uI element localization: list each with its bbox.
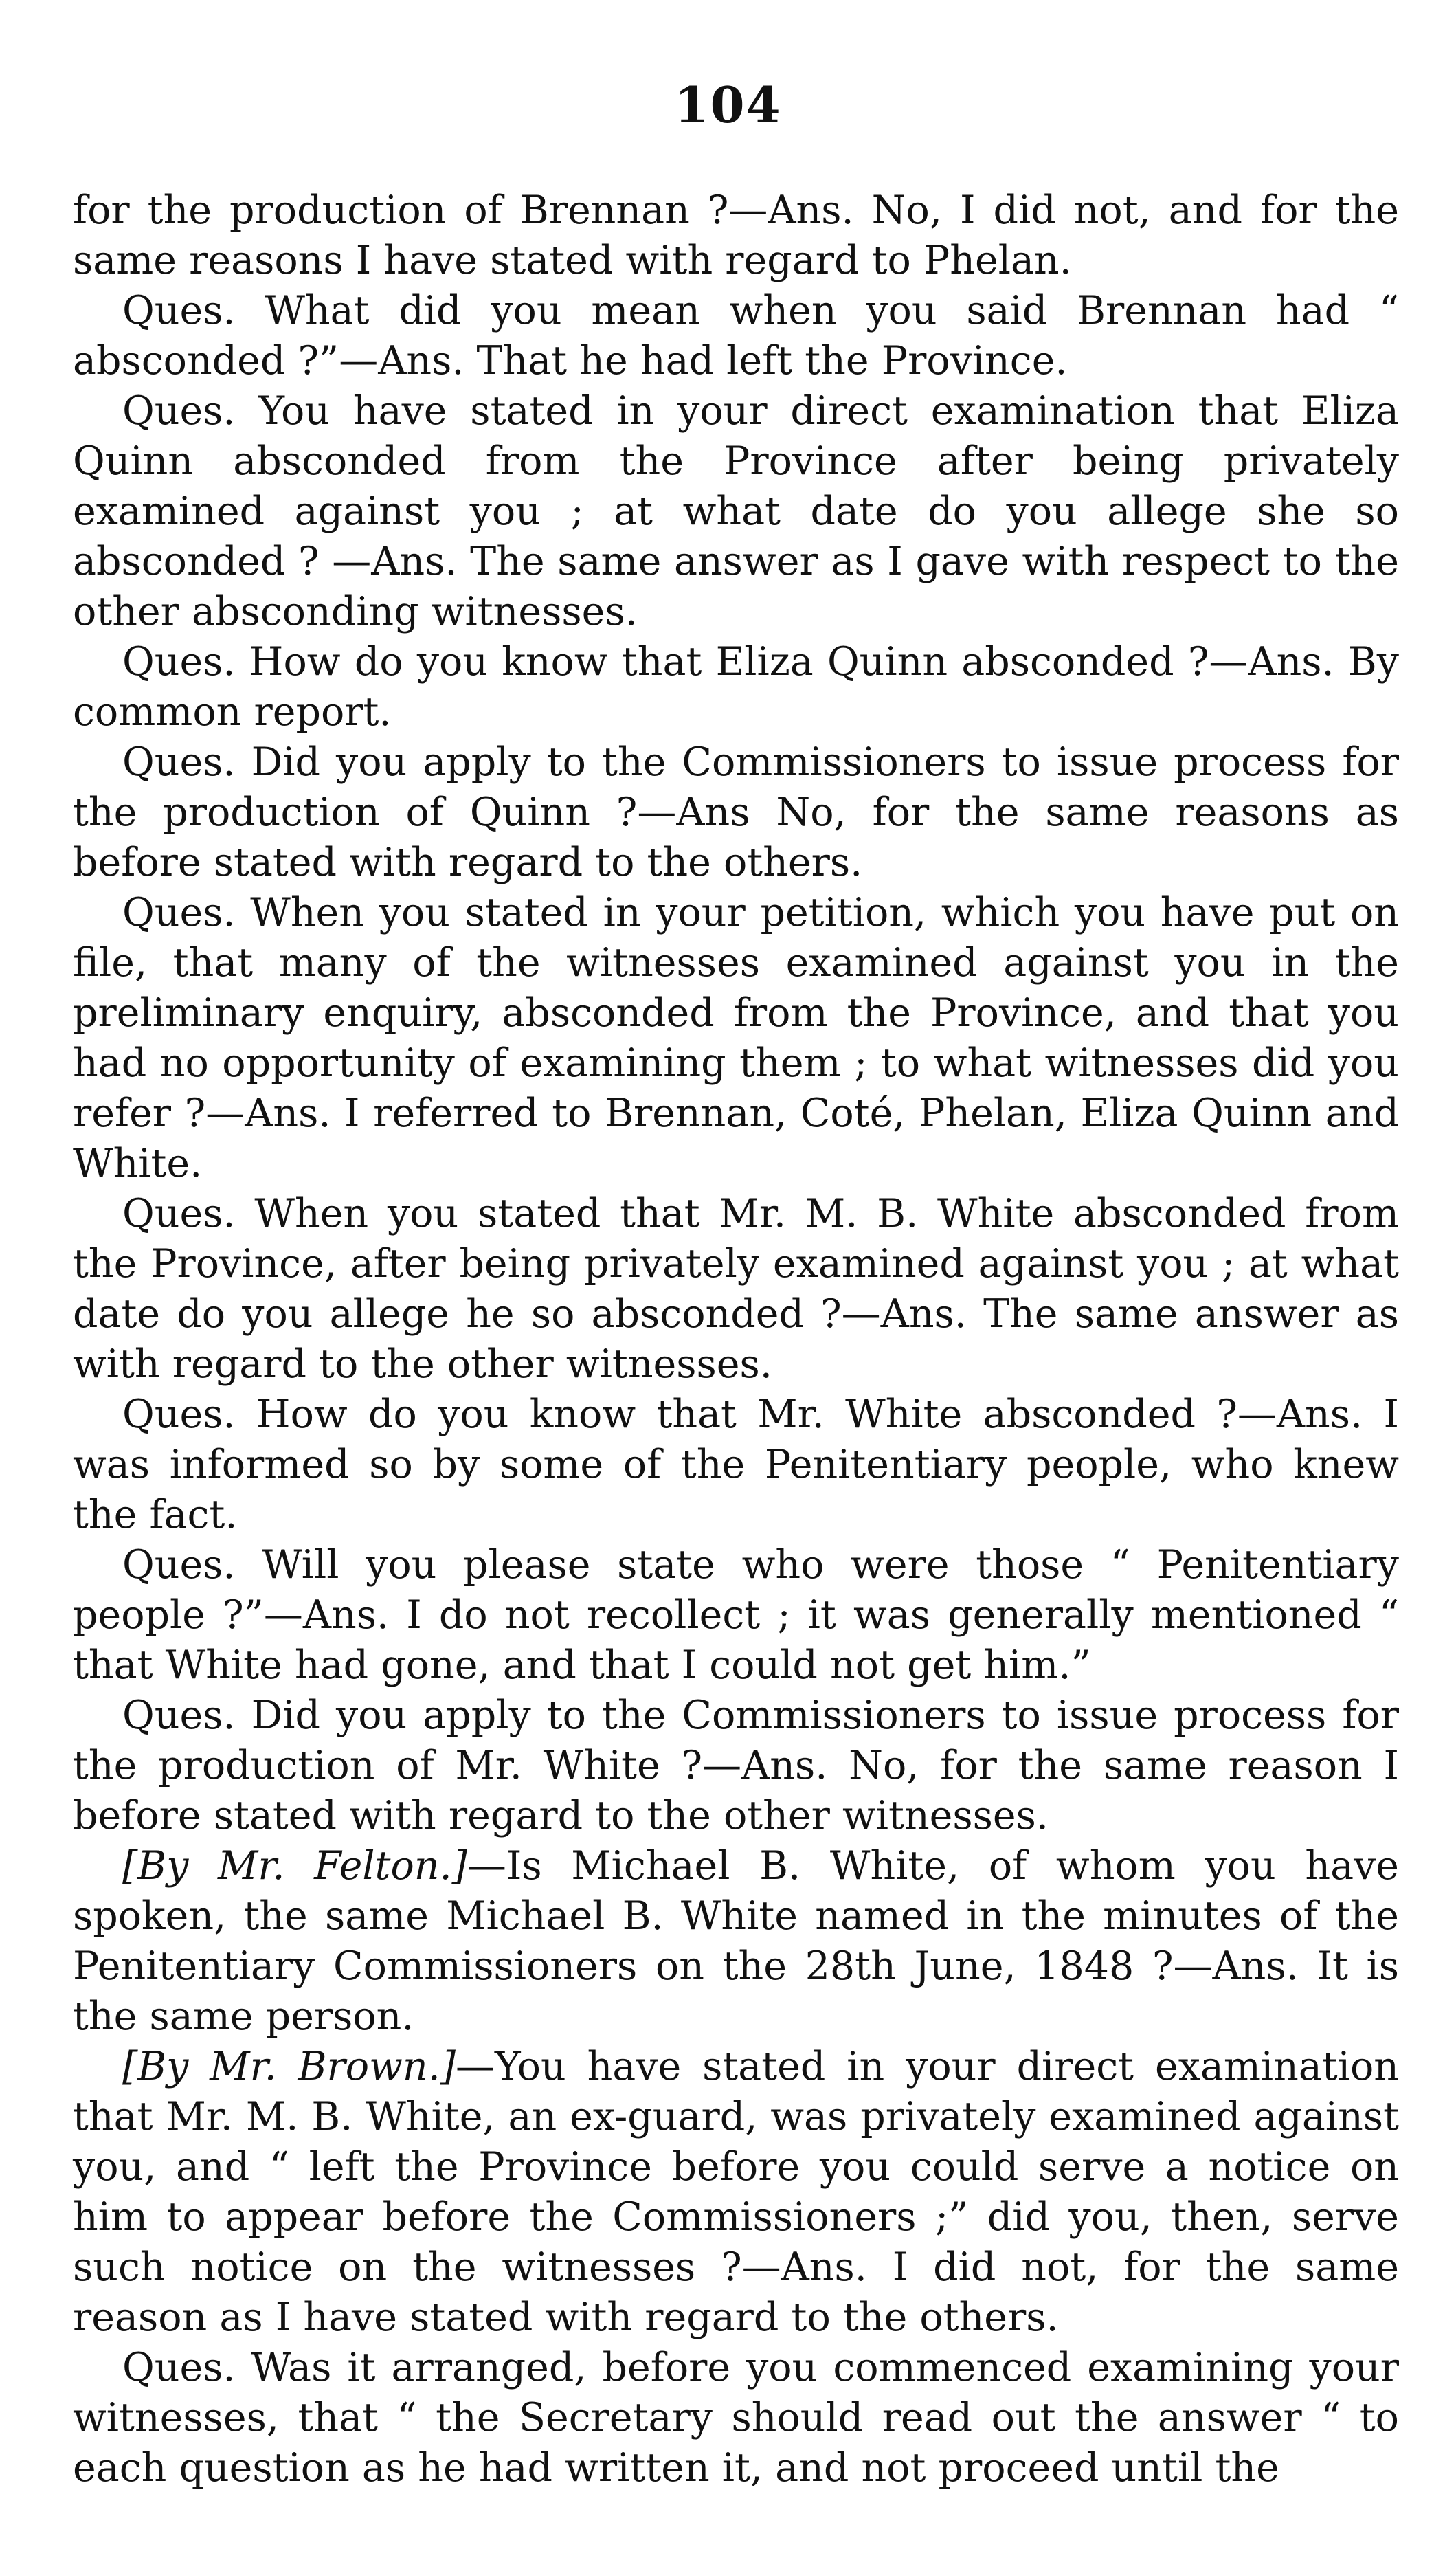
paragraph [73,637,1399,737]
paragraph-text: —Is Michael B. White, of whom you have spoken, the same Michael B. White named in the minutes of the Penitentiary Commissioners on the 28th June, 1848 ?—Ans. It is the same person. [73,1843,1400,2039]
page-number: 104 [674,76,782,134]
paragraph [73,386,1399,637]
paragraph [73,286,1399,386]
paragraph [73,1540,1399,1691]
body-text [73,186,1399,2493]
paragraph-text: Ques. Did you apply to the Commissioners to issue process for the production of Quinn ?—Ans No, for the same reasons as before stated with regard to the others. [73,739,1399,885]
paragraph [73,1189,1399,1390]
paragraph-text: for the production of Brennan ?—Ans. No, I did not, and for the same reasons I have stated with regard to Phelan. [73,188,1399,283]
paragraph [73,1390,1399,1540]
paragraph-text: Ques. You have stated in your direct examination that Eliza Quinn absconded from the Province after being privately examined against you ; at what date do you allege she so absconded ? —Ans. The same answer as I gave with respect to the other absconding witnesses. [73,388,1399,634]
paragraph [73,2343,1399,2493]
paragraph-text: Ques. Was it arranged, before you commenced examining your witnesses, that “ the Secretary should read out the answer “ to each question as he had written it, and not proceed until the [73,2345,1399,2491]
paragraph-text: Ques. When you stated that Mr. M. B. White absconded from the Province, after being privately examined against you ; at what date do you allege he so absconded ?—Ans. The same answer as with regard to the other witnesses. [73,1191,1399,1387]
paragraph [73,1691,1399,1841]
speaker-label: [By Mr. Brown.] [122,2044,456,2089]
paragraph-text: Ques. What did you mean when you said Brennan had “ absconded ?”—Ans. That he had left the Province. [73,288,1399,383]
paragraph-text: Ques. How do you know that Eliza Quinn absconded ?—Ans. By common report. [73,639,1399,735]
paragraph-text: —You have stated in your direct examination that Mr. M. B. White, an ex-guard, was privately examined against you, and “ left the Province before you could serve a notice on him to appear before the Commissioners ;” did you, then, serve such notice on the witnesses ?—Ans. I did not, for the same reason as I have stated with regard to the others. [73,2044,1400,2340]
paragraph-text: Ques. When you stated in your petition, which you have put on file, that many of the witnesses examined against you in the preliminary enquiry, absconded from the Province, and that you had no opportunity of examining them ; to what witnesses did you refer ?—Ans. I referred to Brennan, Coté, Phelan, Eliza Quinn and White. [73,890,1399,1186]
paragraph-text: Ques. How do you know that Mr. White absconded ?—Ans. I was informed so by some of the Penitentiary people, who knew the fact. [73,1392,1399,1537]
paragraph [73,2042,1399,2343]
paragraph [73,186,1399,286]
paragraph-text: Ques. Will you please state who were those “ Penitentiary people ?”—Ans. I do not recollect ; it was generally mentioned “ that White had gone, and that I could not get him.” [73,1542,1399,1688]
paragraph [73,888,1399,1189]
speaker-label: [By Mr. Felton.] [122,1843,467,1889]
paragraph [73,1841,1399,2042]
paragraph [73,737,1399,888]
paragraph-text: Ques. Did you apply to the Commissioners to issue process for the production of Mr. White ?—Ans. No, for the same reason I before stated with regard to the other witnesses. [73,1693,1399,1838]
